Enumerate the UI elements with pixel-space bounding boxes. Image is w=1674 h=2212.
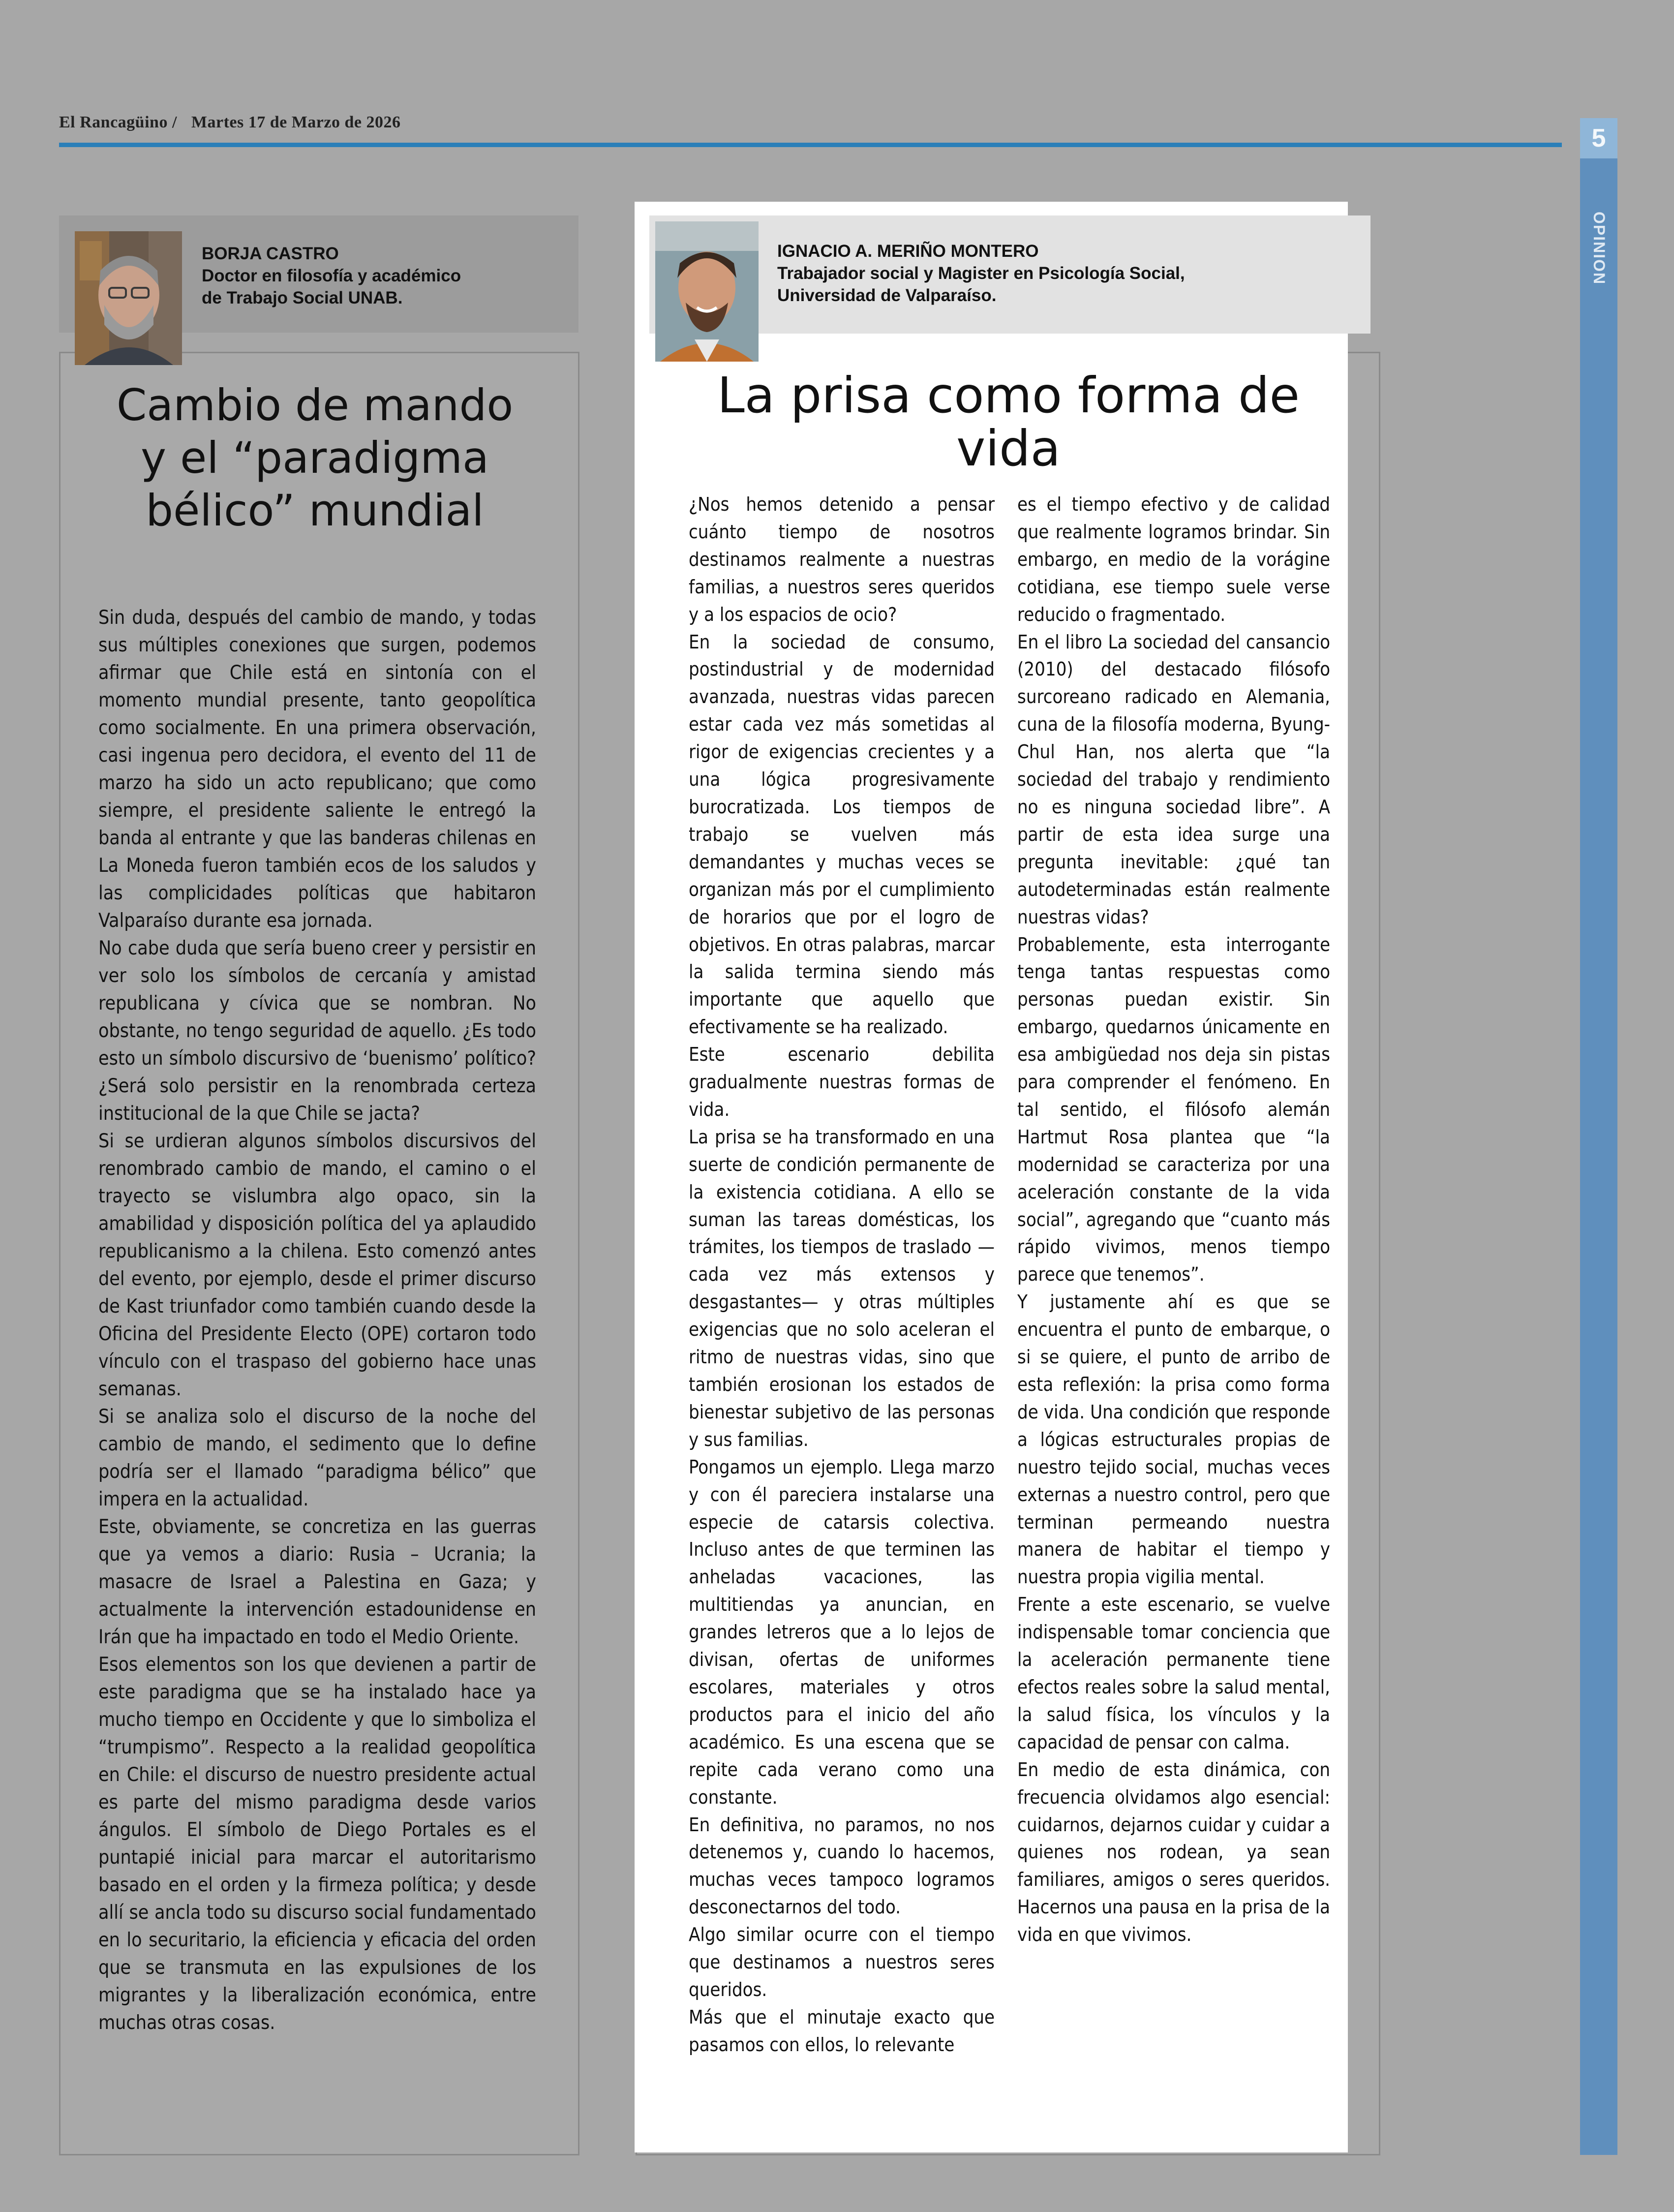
right-paragraph: ¿Nos hemos detenido a pensar cuánto tiempo de nosotros destinamos realmente a nuestras familias, a nuestros seres queridos y a los espacios de ocio? [689, 493, 995, 625]
right-paragraph: Frente a este escenario, se vuelve indispensable tomar conciencia que la aceleración permanente tiene efectos reales sobre la salud mental, la salud física, los vínculos y la capacidad de pensar con calma. [1017, 1594, 1330, 1753]
right-paragraph: Este escenario debilita gradualmente nuestras formas de vida. [689, 1044, 995, 1120]
section-sidebar [1580, 118, 1617, 2155]
right-article-column-1 [689, 491, 995, 2059]
right-paragraph: En medio de esta dinámica, con frecuencia olvidamos algo esencial: cuidarnos, dejarnos cuidar y cuidar a quienes nos rodean, ya sean familiares, amigos o seres queridos. Hacernos una pausa en la prisa de la vida en que vivimos. [1017, 1758, 1330, 1946]
left-byline [202, 243, 461, 309]
right-paragraph: En la sociedad de consumo, postindustrial y de modernidad avanzada, nuestras vidas parecen estar cada vez más sometidas al rigor de exigencias crecientes y a una lógica progresivamente burocratizada. Los tiempos de trabajo se vuelven más demandantes y muchas veces se organizan más por el cumplimiento de horarios que por el logro de objetivos. En otras palabras, marcar la salida termina siendo más importante que aquello que efectivamente se ha realizado. [689, 631, 995, 1038]
left-paragraph: Si se analiza solo el discurso de la noche del cambio de mando, el sedimento que lo define podría ser el llamado “paradigma bélico” que impera en la actualidad. [98, 1406, 536, 1510]
issue-date: Martes 17 de Marzo de 2026 [191, 113, 401, 131]
right-paragraph: Pongamos un ejemplo. Llega marzo y con él pareciera instalarse una especie de catarsis colectiva. Incluso antes de que terminen las anheladas vacaciones, las multitiendas ya anuncian, en grandes letreros que a lo lejos de divisan, ofertas de uniformes escolares, materiales y otros productos para el inicio del año académico. Es una escena que se repite cada verano como una constante. [689, 1456, 995, 1808]
left-paragraph: Este, obviamente, se concretiza en las guerras que ya vemos a diario: Rusia – Ucrania; la masacre de Israel a Palestina en Gaza; y actualmente la intervención estadounidense en Irán que ha impactado en todo el Medio Oriente. [98, 1516, 536, 1648]
author-photo-borja [75, 231, 182, 365]
left-paragraph: Esos elementos son los que devienen a partir de este paradigma que se ha instalado hace ya mucho tiempo en Occidente y que lo simboliza el “trumpismo”. Respecto a la realidad geopolítica en Chile: el discurso de nuestro presidente actual es parte del mismo paradigma desde varios ángulos. El símbolo de Diego Portales es el puntapié inicial para marcar el autoritarismo basado en el orden y la firmeza política; y desde allí se ancla todo su discurso social fundamentado en lo securitario, la eficiencia y eficacia del orden que se transmuta en las expulsiones de los migrantes y la liberalización económica, entre muchas otras cosas. [98, 1654, 536, 2034]
right-paragraph: Y justamente ahí es que se encuentra el punto de embarque, o si se quiere, el punto de arribo de esta reflexión: la prisa como forma de vida. Una condición que responde a lógicas estructurales propias de nuestro tejido social, muchas veces externas a nuestro control, pero que terminan permeando nuestra manera de habitar el tiempo y nuestra propia vigilia mental. [1017, 1291, 1330, 1588]
left-paragraph: Sin duda, después del cambio de mando, y todas sus múltiples conexiones que surgen, podemos afirmar que Chile está en sintonía con el momento mundial presente, tanto geopolítica como socialmente. En una primera observación, casi ingenua pero decidora, el evento del 11 de marzo ha sido un acto republicano; que como siempre, el presidente saliente le entregó la banda al entrante y que las banderas chilenas en La Moneda fueron también ecos de los saludos y las complicidades políticas que habitaron Valparaíso durante esa jornada. [98, 607, 536, 932]
page-number: 5 [1580, 118, 1617, 158]
author-photo-ignacio [655, 221, 759, 362]
page-header [59, 113, 401, 132]
left-article-body [98, 604, 536, 2037]
right-paragraph: Probablemente, esta interrogante tenga tantas respuestas como personas puedan existir. Sin embargo, quedarnos únicamente en esa ambigüedad nos deja sin pistas para comprender el fenómeno. En tal sentido, el filósofo alemán Hartmut Rosa plantea que “la modernidad se caracteriza por una aceleración constante de la vida social”, agregando que “cuanto más rápido vivimos, menos tiempo parece que tenemos”. [1017, 933, 1330, 1286]
left-author-role-2: de Trabajo Social UNAB. [202, 288, 403, 307]
left-article-title: Cambio de mando y el “paradigma bélico” mundial [116, 380, 514, 536]
right-byline [777, 240, 1185, 307]
left-author-role-1: Doctor en filosofía y académico [202, 266, 461, 285]
right-article-column-2 [1017, 491, 1330, 1949]
section-label: OPINION [1590, 212, 1608, 285]
left-paragraph: Si se urdieran algunos símbolos discursivos del renombrado cambio de mando, el camino o el trayecto se vislumbra algo opaco, sin la amabilidad y disposición política del ya aplaudido republicanismo a la chilena. Esto comenzó antes del evento, por ejemplo, desde el primer discurso de Kast triunfador como también cuando desde la Oficina del Presidente Electo (OPE) cortaron todo vínculo con el traspaso del gobierno hace unas semanas. [98, 1130, 536, 1400]
newspaper-name: El Rancagüino / [59, 113, 177, 131]
header-rule [59, 143, 1562, 147]
right-paragraph: Más que el minutaje exacto que pasamos con ellos, lo relevante [689, 2006, 995, 2056]
left-author-name: BORJA CASTRO [202, 244, 339, 263]
right-author-role-1: Trabajador social y Magister en Psicología Social, [777, 264, 1185, 283]
right-author-name: IGNACIO A. MERIÑO MONTERO [777, 242, 1039, 261]
right-author-header [649, 215, 1370, 334]
right-article-title: La prisa como forma de vida [717, 367, 1300, 477]
right-paragraph: En definitiva, no paramos, no nos detenemos y, cuando lo hacemos, muchas veces tampoco logramos desconectarnos del todo. [689, 1813, 995, 1918]
right-paragraph: Algo similar ocurre con el tiempo que destinamos a nuestros seres queridos. [689, 1924, 995, 2000]
left-author-header [59, 215, 578, 333]
right-paragraph: es el tiempo efectivo y de calidad que realmente logramos brindar. Sin embargo, en medio de la vorágine cotidiana, ese tiempo suele verse reducido o fragmentado. [1017, 493, 1330, 625]
left-paragraph: No cabe duda que sería bueno creer y persistir en ver solo los símbolos de cercanía y amistad republicana y cívica que se nombran. No obstante, no tengo seguridad de aquello. ¿Es todo esto un símbolo discursivo de ‘buenismo’ político? ¿Será solo persistir en la renombrada certeza institucional de la que Chile se jacta? [98, 937, 536, 1125]
right-paragraph: En el libro La sociedad del cansancio (2010) del destacado filósofo surcoreano radicado en Alemania, cuna de la filosofía moderna, Byung-Chul Han, nos alerta que “la sociedad del trabajo y rendimiento no es ninguna sociedad libre”. A partir de esta idea surge una pregunta inevitable: ¿qué tan autodeterminadas están realmente nuestras vidas? [1017, 631, 1330, 928]
right-author-role-2: Universidad de Valparaíso. [777, 286, 997, 305]
right-paragraph: La prisa se ha transformado en una suerte de condición permanente de la existencia cotidiana. A ello se suman las tareas domésticas, los trámites, los tiempos de traslado —cada vez más extensos y desgastantes— y otras múltiples exigencias que no solo aceleran el ritmo de nuestras vidas, sino que también erosionan los estados de bienestar subjetivo de las personas y sus familias. [689, 1126, 995, 1450]
